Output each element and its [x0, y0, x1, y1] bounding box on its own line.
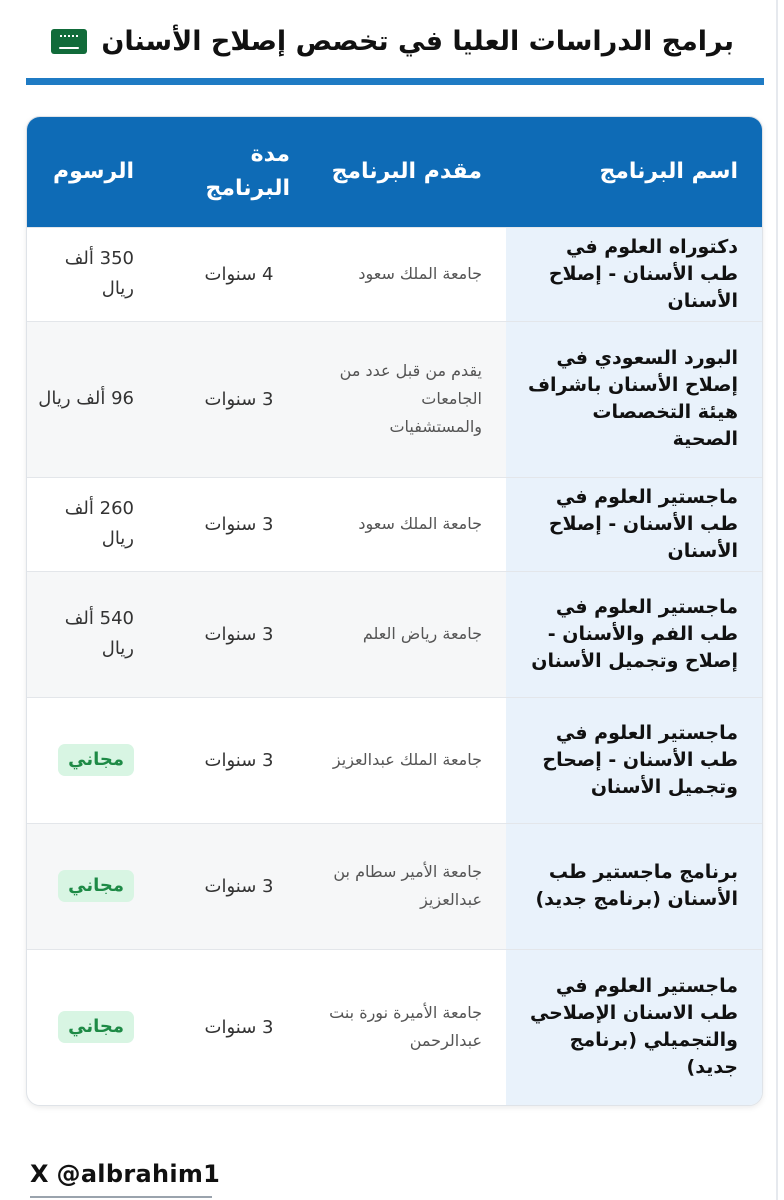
fees-cell: 350 ألف ريال	[26, 227, 158, 321]
author-credit[interactable]	[30, 1152, 221, 1198]
provider-cell: جامعة رياض العلم	[310, 571, 506, 697]
free-badge: مجاني	[58, 870, 134, 902]
program-name-cell: ماجستير العلوم في طب الاسنان الإصلاحي والتجميلي (برنامج جديد)	[506, 949, 762, 1105]
program-name-cell: برنامج ماجستير طب الأسنان (برنامج جديد)	[506, 823, 762, 949]
provider-cell: جامعة الملك سعود	[310, 227, 506, 321]
page-edge-divider	[776, 0, 778, 1200]
x-logo-icon: X	[30, 1160, 49, 1188]
author-handle[interactable]: @albrahim1	[56, 1160, 221, 1188]
header-program-name: اسم البرنامج	[599, 158, 738, 184]
duration-cell: 3 سنوات	[158, 477, 310, 571]
fees-cell: 260 ألف ريال	[26, 477, 158, 571]
program-name-cell: دكتوراه العلوم في طب الأسنان - إصلاح الأسنان	[506, 227, 762, 321]
duration-cell: 3 سنوات	[158, 571, 310, 697]
table-header-row	[26, 117, 762, 227]
table-row	[26, 321, 762, 477]
title-row	[50, 14, 734, 68]
provider-cell: جامعة الأمير سطام بن عبدالعزيز	[310, 823, 506, 949]
fees-cell: 540 ألف ريال	[26, 571, 158, 697]
provider-cell: جامعة الملك عبدالعزيز	[310, 697, 506, 823]
programs-table	[26, 117, 762, 1105]
header-duration: مدة البرنامج	[205, 141, 290, 201]
header-provider: مقدم البرنامج	[331, 158, 482, 184]
title-underline	[26, 78, 764, 85]
program-name-cell: ماجستير العلوم في طب الأسنان - إصلاح الأسنان	[506, 477, 762, 571]
programs-table-card	[26, 116, 763, 1106]
program-name-cell: ماجستير العلوم في طب الأسنان - إصحاح وتجميل الأسنان	[506, 697, 762, 823]
program-name-cell: البورد السعودي في إصلاح الأسنان باشراف هيئة التخصصات الصحية	[506, 321, 762, 477]
provider-cell: يقدم من قبل عدد من الجامعات والمستشفيات	[310, 321, 506, 477]
table-row	[26, 477, 762, 571]
fees-cell	[26, 697, 158, 823]
table-row	[26, 823, 762, 949]
duration-cell: 3 سنوات	[158, 949, 310, 1105]
table-row	[26, 227, 762, 321]
free-badge: مجاني	[58, 1011, 134, 1043]
fees-cell	[26, 949, 158, 1105]
program-name-cell: ماجستير العلوم في طب الفم والأسنان - إصلاح وتجميل الأسنان	[506, 571, 762, 697]
duration-cell: 3 سنوات	[158, 823, 310, 949]
table-row	[26, 949, 762, 1105]
fees-cell: 96 ألف ريال	[26, 321, 158, 477]
provider-cell: جامعة الملك سعود	[310, 477, 506, 571]
fees-cell	[26, 823, 158, 949]
duration-cell: 3 سنوات	[158, 321, 310, 477]
saudi-flag-icon	[51, 29, 87, 54]
flag-script-mark	[60, 35, 78, 41]
flag-sword-mark	[59, 47, 79, 49]
provider-cell: جامعة الأميرة نورة بنت عبدالرحمن	[310, 949, 506, 1105]
header-fees: الرسوم	[52, 158, 134, 184]
free-badge: مجاني	[58, 744, 134, 776]
duration-cell: 3 سنوات	[158, 697, 310, 823]
duration-cell: 4 سنوات	[158, 227, 310, 321]
table-row	[26, 571, 762, 697]
table-row	[26, 697, 762, 823]
page-title: برامج الدراسات العليا في تخصص إصلاح الأسنان	[101, 25, 734, 57]
